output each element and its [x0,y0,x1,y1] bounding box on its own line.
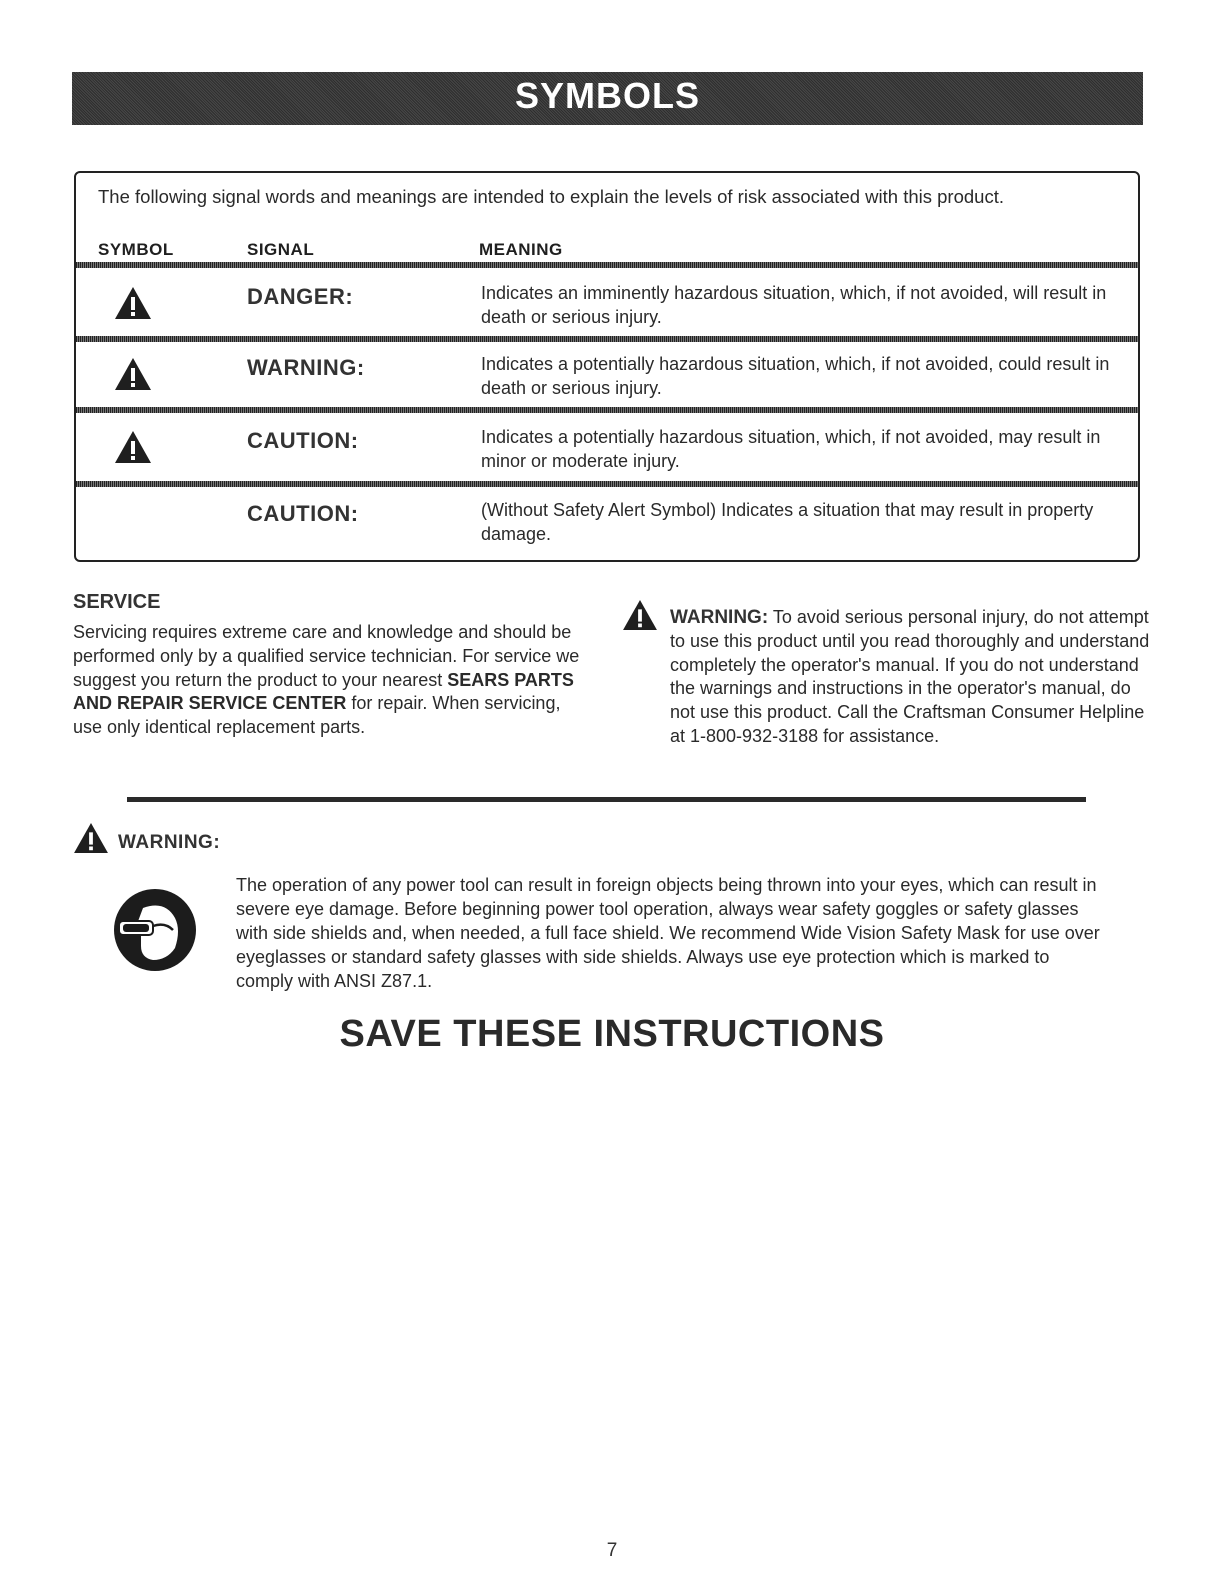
header-signal: SIGNAL [247,240,315,259]
page-number: 7 [606,1540,618,1561]
section-divider [127,797,1086,802]
service-text-part: for repair. When servicing, use only identical replacement parts. [73,693,561,738]
save-instructions-heading: SAVE THESE INSTRUCTIONS [339,1013,885,1055]
safety-goggles-icon [113,888,197,972]
signal-word: CAUTION: [247,428,359,453]
safety-alert-triangle-icon [114,357,152,391]
signal-meaning: Indicates a potentially hazardous situation, which, if not avoided, could result in death or serious injury. [481,354,1110,398]
signal-meaning: (Without Safety Alert Symbol) Indicates a situation that may result in property damage. [481,500,1094,544]
signal-meaning: Indicates a potentially hazardous situation, which, if not avoided, may result in minor or moderate injury. [481,427,1101,471]
warning-text: To avoid serious personal injury, do not attempt to use this product until you read thoroughly and understand completely the operator's manual. If you do not understand the warnings and instructions in the operator's manual, do not use this product. Call the Craftsman Consumer Helpline at 1-800-932-3188 for assistance. [670,607,1150,746]
signal-meaning: Indicates an imminently hazardous situation, which, if not avoided, will result in death or serious injury. [481,283,1107,327]
signal-word: WARNING: [247,355,365,380]
service-text-part: Servicing requires extreme care and knowledge and should be performed only by a qualified service technician. For service we suggest you return the product to your nearest [73,622,580,690]
table-row [76,274,1138,334]
table-intro: The following signal words and meanings are intended to explain the levels of risk associated with this product. [98,186,1004,207]
section-title: SYMBOLS [514,75,700,116]
section-banner [72,72,1143,125]
table-row [76,345,1138,405]
symbols-table [74,171,1140,562]
table-divider [76,336,1138,342]
warning-label: WARNING: [670,607,769,628]
safety-alert-triangle-icon [114,286,152,320]
safety-alert-triangle-icon [72,822,110,854]
safety-alert-triangle-icon [622,599,658,631]
signal-word: CAUTION: [247,501,359,526]
header-meaning: MEANING [479,240,563,259]
service-center-name: SEARS PARTS AND REPAIR SERVICE CENTER [73,669,574,714]
eye-protection-text: The operation of any power tool can result in foreign objects being thrown into your eyes, which can result in severe eye damage. Before beginning power tool operation, always wear safety goggles or safety glasses with side shields and, when needed, a full face shield. We recommend Wide Vision Safety Mask for use over eyeglasses or standard safety glasses with side shields. Always use eye protection which is marked to comply with ANSI Z87.1. [236,875,1100,991]
service-heading: SERVICE [73,591,161,613]
table-divider [76,262,1138,268]
table-divider [76,407,1138,413]
service-text [73,621,593,740]
table-row [76,418,1138,478]
operator-manual-warning [670,606,1150,749]
warning-label: WARNING: [118,832,221,853]
safety-alert-triangle-icon [114,430,152,464]
header-symbol: SYMBOL [98,240,174,259]
table-divider [76,481,1138,487]
table-row [76,491,1138,551]
signal-word: DANGER: [247,284,354,309]
